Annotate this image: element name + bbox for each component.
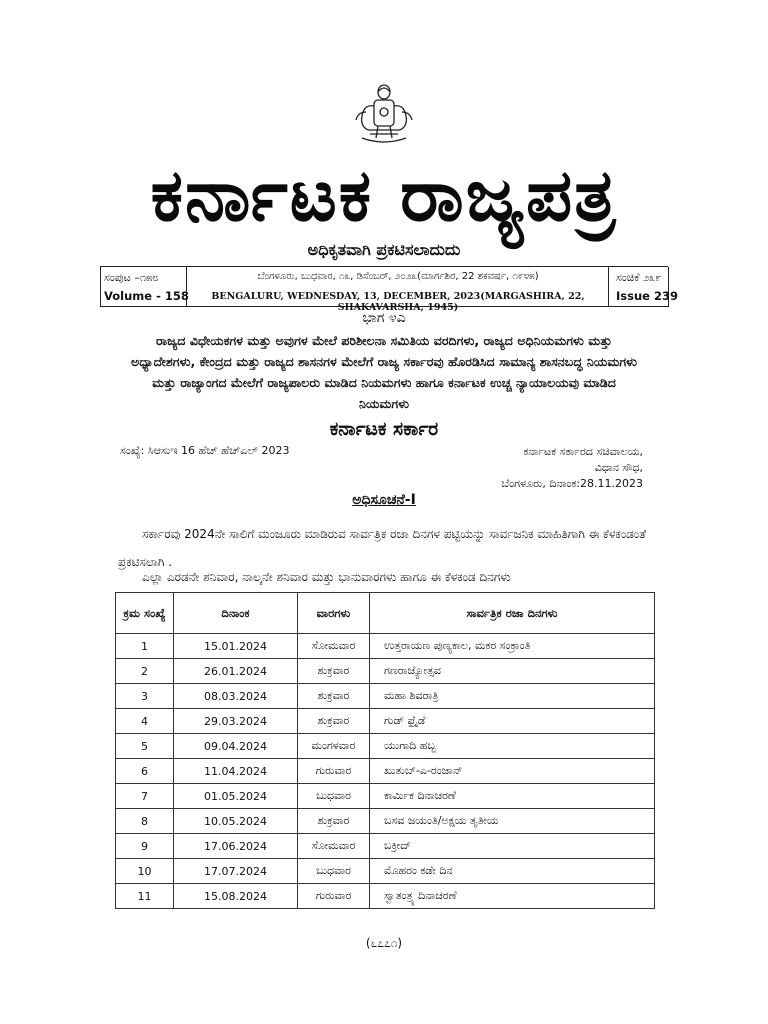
weekday-cell: ಸೋಮವಾರ	[298, 834, 370, 859]
weekday-cell: ಬುಧವಾರ	[298, 784, 370, 809]
table-row	[116, 684, 655, 709]
serial-cell: 10	[116, 859, 174, 884]
gazette-masthead-title: ಕರ್ನಾಟಕ ರಾಜ್ಯಪತ್ರ	[150, 153, 618, 237]
date-cell: 15.08.2024	[174, 884, 298, 909]
government-heading: ಕರ್ನಾಟಕ ಸರ್ಕಾರ	[329, 418, 439, 440]
info-border-left	[100, 267, 101, 307]
weekday-cell: ಬುಧವಾರ	[298, 859, 370, 884]
header-weekday: ವಾರಗಳು	[298, 593, 370, 634]
table-row	[116, 809, 655, 834]
notification-paragraph-1: ಸರ್ಕಾರವು 2024ನೇ ಸಾಲಿಗೆ ಮಂಜೂರು ಮಾಡಿರುವ ಸಾರ್ವತ್ರಿಕ ರಜಾ ದಿನಗಳ ಪಟ್ಟಿಯನ್ನು ಸಾರ್ವಜನಿಕ ಮಾಹಿತಿಗಾಗಿ ಈ ಕೆಳಕಂಡಂತೆ ಪ್ರಕಟಿಸಲಾಗಿ .	[118, 527, 646, 569]
table-row	[116, 734, 655, 759]
part-description: ರಾಜ್ಯದ ವಿಧೇಯಕಗಳ ಮತ್ತು ಅವುಗಳ ಮೇಲೆ ಪರಿಶೀಲನಾ ಸಮಿತಿಯ ವರದಿಗಳು, ರಾಜ್ಯದ ಅಧಿನಿಯಮಗಳು ಮತ್ತು ಅಧ್ಯಾದೇಶಗಳು, ಕೇಂದ್ರದ ಮತ್ತು ರಾಜ್ಯದ ಶಾಸನಗಳ ಮೇಲೆಗೆ ರಾಜ್ಯ ಸರ್ಕಾರವು ಹೊರಡಿಸಿದ ಸಾಮಾನ್ಯ ಶಾಸನಬದ್ಧ ನಿಯಮಗಳು ಮತ್ತು ರಾಜ್ಯಾಂಗದ ಮೇಲೆಗೆ ರಾಜ್ಯಪಾಲರು ಮಾಡಿದ ನಿಯಮಗಳು ಹಾಗೂ ಕರ್ನಾಟಕ ಉಚ್ಚ ನ್ಯಾಯಾಲಯವು ಮಾಡಿದ ನಿಯಮಗಳು	[131, 333, 637, 411]
gazette-part-label: ಭಾಗ ೪ಎ	[362, 310, 406, 326]
issue-number-kannada: ಸಂಚಿಕೆ ೨೩೯	[616, 271, 662, 284]
serial-cell: 8	[116, 809, 174, 834]
serial-cell: 5	[116, 734, 174, 759]
serial-cell: 6	[116, 759, 174, 784]
date-cell: 17.07.2024	[174, 859, 298, 884]
office-date-line: ಬೆಂಗಳೂರು, ದಿನಾಂಕ:28.11.2023	[501, 477, 643, 490]
date-cell: 09.04.2024	[174, 734, 298, 759]
masthead-subtitle: ಅಧಿಕೃತವಾಗಿ ಪ್ರಕಟಿಸಲಾದುದು	[307, 240, 461, 259]
weekday-cell: ಸೋಮವಾರ	[298, 634, 370, 659]
date-cell: 11.04.2024	[174, 759, 298, 784]
holiday-name-cell: ಉತ್ತರಾಯಣ ಪುಣ್ಯಕಾಲ, ಮಕರ ಸಂಕ್ರಾಂತಿ	[370, 634, 655, 659]
table-row	[116, 659, 655, 684]
notification-heading	[0, 492, 768, 508]
serial-cell: 9	[116, 834, 174, 859]
holiday-name-cell: ಕಾರ್ಮಿಕ ದಿನಾಚರಣೆ	[370, 784, 655, 809]
serial-cell: 2	[116, 659, 174, 684]
table-row	[116, 759, 655, 784]
date-cell: 10.05.2024	[174, 809, 298, 834]
date-cell: 29.03.2024	[174, 709, 298, 734]
table-row	[116, 634, 655, 659]
volume-kannada: ಸಂಪುಟ –೧೫೮	[104, 271, 159, 284]
date-cell: 01.05.2024	[174, 784, 298, 809]
notification-title: ಅಧಿಸೂಚನೆ-I	[352, 492, 416, 508]
serial-cell: 4	[116, 709, 174, 734]
order-number: ಸಂಖ್ಯೆ: ಸಿಆಸುಇ 16 ಹೆಚ್ ಹೆಚ್ಎಲ್ 2023	[120, 444, 290, 457]
notification-paragraph-2: ಎಲ್ಲಾ ಎರಡನೇ ಶನಿವಾರ, ನಾಲ್ಕನೇ ಶನಿವಾರ ಮತ್ತು ಭಾನುವಾರಗಳು ಹಾಗೂ ಈ ಕೆಳಕಂಡ ದಿನಗಳು	[142, 570, 511, 584]
date-cell: 15.01.2024	[174, 634, 298, 659]
weekday-cell: ಮಂಗಳವಾರ	[298, 734, 370, 759]
holiday-name-cell: ಮೊಹರಂ ಕಡೇ ದಿನ	[370, 859, 655, 884]
weekday-cell: ಗುರುವಾರ	[298, 884, 370, 909]
table-row	[116, 709, 655, 734]
holiday-name-cell: ಗಣರಾಜ್ಯೋತ್ಸವ	[370, 659, 655, 684]
table-row	[116, 859, 655, 884]
header-date: ದಿನಾಂಕ	[174, 593, 298, 634]
serial-cell: 7	[116, 784, 174, 809]
weekday-cell: ಗುರುವಾರ	[298, 759, 370, 784]
header-serial: ಕ್ರಮ ಸಂಖ್ಯೆ	[116, 593, 174, 634]
weekday-cell: ಶುಕ್ರವಾರ	[298, 809, 370, 834]
holiday-table	[115, 592, 655, 909]
holiday-name-cell: ಯುಗಾದಿ ಹಬ್ಬ	[370, 734, 655, 759]
office-line-1: ಕರ್ನಾಟಕ ಸರ್ಕಾರದ ಸಚಿವಾಲಯ,	[523, 445, 643, 458]
volume-english: Volume - 158	[104, 289, 189, 303]
table-header-row	[116, 593, 655, 634]
date-cell: 08.03.2024	[174, 684, 298, 709]
table-row	[116, 834, 655, 859]
issue-date-english: BENGALURU, WEDNESDAY, 13, DECEMBER, 2023(MARGASHIRA, 22, SHAKAVARSHA, 1945)	[211, 291, 585, 313]
table-row	[116, 784, 655, 809]
weekday-cell: ಶುಕ್ರವಾರ	[298, 709, 370, 734]
serial-cell: 1	[116, 634, 174, 659]
issue-date-kannada: ಬೆಂಗಳೂರು, ಬುಧವಾರ, ೧೩, ಡಿಸೆಂಬರ್, ೨೦೨೩(ಮಾರ್ಗಶಿರ, 22 ಶಕವರ್ಷ, ೧೯೪೫)	[257, 271, 539, 282]
serial-cell: 3	[116, 684, 174, 709]
holiday-name-cell: ಗುಡ್ ಫ್ರೈಡೆ	[370, 709, 655, 734]
table-row	[116, 884, 655, 909]
state-emblem-icon	[348, 82, 420, 148]
office-line-2: ವಿಧಾನ ಸೌಧ,	[594, 461, 643, 474]
holiday-name-cell: ಖುತುಬ್-ಎ-ರಂಜಾನ್	[370, 759, 655, 784]
date-cell: 26.01.2024	[174, 659, 298, 684]
holiday-name-cell: ಮಹಾ ಶಿವರಾತ್ರಿ	[370, 684, 655, 709]
page-number: (೬೭೭೧)	[365, 936, 403, 950]
info-divider-2	[608, 267, 609, 307]
weekday-cell: ಶುಕ್ರವಾರ	[298, 659, 370, 684]
date-cell: 17.06.2024	[174, 834, 298, 859]
weekday-cell: ಶುಕ್ರವಾರ	[298, 684, 370, 709]
header-holiday: ಸಾರ್ವತ್ರಿಕ ರಜಾ ದಿನಗಳು	[370, 593, 655, 634]
holiday-name-cell: ಬಸವ ಜಯಂತಿ/ಅಕ್ಷಯ ತೃತೀಯ	[370, 809, 655, 834]
serial-cell: 11	[116, 884, 174, 909]
holiday-name-cell: ಬಕ್ರೀದ್	[370, 834, 655, 859]
holiday-name-cell: ಸ್ವಾತಂತ್ರ್ಯ ದಿನಾಚರಣೆ	[370, 884, 655, 909]
issuing-office	[440, 444, 643, 492]
issue-number-english: Issue 239	[616, 289, 678, 303]
